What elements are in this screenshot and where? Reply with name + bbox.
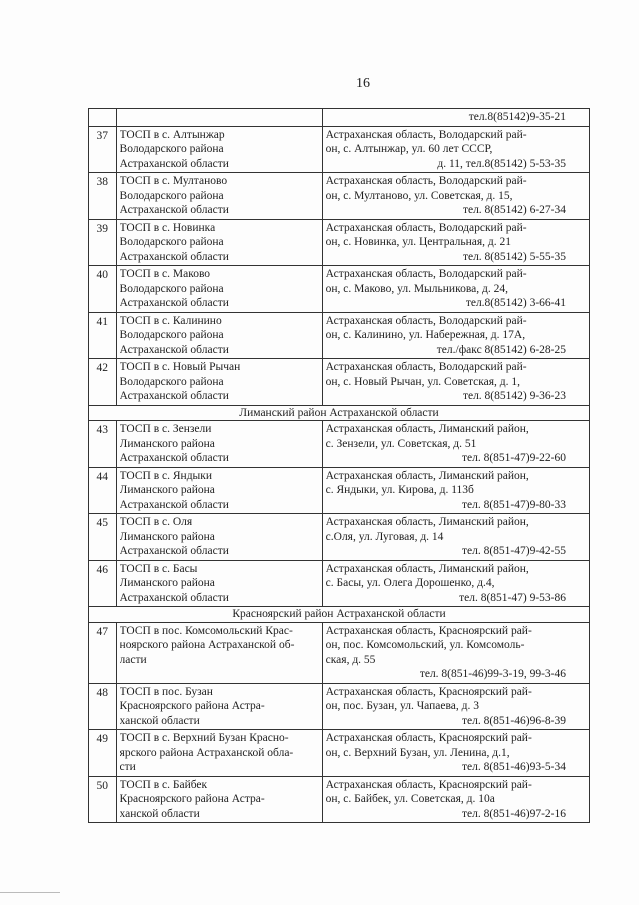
office-name-line: Лиманского района bbox=[119, 530, 215, 543]
table-row bbox=[89, 173, 590, 220]
office-name bbox=[116, 776, 322, 823]
table-row bbox=[89, 622, 590, 683]
table-row bbox=[89, 467, 590, 514]
office-name-line: Красноярского района Астра- bbox=[119, 793, 265, 805]
row-number: 50 bbox=[89, 776, 117, 823]
office-address bbox=[322, 266, 589, 313]
office-name bbox=[116, 173, 322, 220]
row-number: 44 bbox=[89, 467, 117, 514]
table-row bbox=[89, 109, 590, 127]
office-name-line: Красноярского района Астра- bbox=[119, 700, 265, 712]
address-line: с. Яндыки, ул. Кирова, д. 113б bbox=[325, 484, 474, 496]
row-number: 49 bbox=[89, 730, 117, 777]
table-row bbox=[89, 560, 590, 607]
office-address bbox=[322, 359, 589, 406]
office-name-line: Астраханской области bbox=[119, 452, 229, 464]
row-number: 48 bbox=[89, 683, 117, 730]
address-line: с. Зензели, ул. Советская, д. 51 bbox=[325, 437, 477, 450]
address-line: Астраханская область, Красноярский рай- bbox=[325, 732, 532, 744]
row-number: 42 bbox=[89, 359, 117, 406]
table-row bbox=[89, 776, 590, 823]
office-address bbox=[322, 683, 589, 730]
address-line: Астраханская область, Володарский рай- bbox=[325, 221, 527, 234]
office-name-line: ТОСП в с. Маково bbox=[119, 268, 211, 280]
table-row bbox=[89, 219, 590, 266]
row-number: 40 bbox=[89, 266, 117, 313]
office-name-line: ТОСП в с. Мултаново bbox=[119, 175, 228, 187]
office-name-line: ТОСП в с. Новинка bbox=[119, 221, 216, 234]
office-name-line: Астраханской области bbox=[119, 204, 229, 216]
address-line: тел. 8(851-46)99-3-19, 99-3-46 bbox=[419, 668, 566, 680]
address-line: он, с. Маково, ул. Мыльникова, д. 24, bbox=[325, 282, 508, 295]
office-name bbox=[116, 266, 322, 313]
office-name-line: ТОСП в пос. Комсомольский Крас- bbox=[119, 624, 293, 637]
address-line: тел. 8(851-46)93-5-34 bbox=[461, 761, 566, 773]
address-line: он, с. Байбек, ул. Советская, д. 10а bbox=[325, 793, 495, 805]
address-line: Астраханская область, Красноярский рай- bbox=[325, 624, 532, 637]
office-address bbox=[322, 776, 589, 823]
table-row bbox=[89, 514, 590, 561]
page-number: 16 bbox=[356, 76, 370, 91]
row-number: 45 bbox=[89, 514, 117, 561]
address-line: он, с. Калинино, ул. Набережная, д. 17А, bbox=[325, 329, 526, 341]
address-line: Астраханская область, Володарский рай- bbox=[325, 128, 527, 141]
office-name-line: Астраханской области bbox=[119, 545, 229, 557]
address-line: тел. 8(85142) 9-36-23 bbox=[462, 390, 566, 402]
row-number: 37 bbox=[89, 126, 117, 173]
office-name-line: ТОСП в с. Яндыки bbox=[119, 469, 213, 482]
address-line: тел. 8(851-46)97-2-16 bbox=[461, 807, 566, 820]
office-address bbox=[322, 126, 589, 173]
scan-mark bbox=[0, 892, 60, 893]
office-name bbox=[116, 359, 322, 406]
office-name-line: ласти bbox=[119, 653, 147, 666]
office-name-line: ТОСП в с. Оля bbox=[119, 516, 193, 528]
office-name-line: Володарского района bbox=[119, 329, 224, 341]
address-line: с.Оля, ул. Луговая, д. 14 bbox=[325, 530, 444, 543]
office-name-line: Лиманского района bbox=[119, 577, 215, 589]
office-name-line: ТОСП в пос. Бузан bbox=[119, 685, 213, 698]
table-row bbox=[89, 312, 590, 359]
office-name-line: ТОСП в с. Алтынжар bbox=[119, 128, 225, 141]
address-line: Астраханская область, Володарский рай- bbox=[325, 175, 527, 187]
address-line: Астраханская область, Володарский рай- bbox=[325, 314, 527, 327]
row-number: 46 bbox=[89, 560, 117, 607]
address-line: д. 11, тел.8(85142) 5-53-35 bbox=[437, 157, 566, 170]
office-name bbox=[116, 683, 322, 730]
row-number: 47 bbox=[89, 622, 117, 683]
office-name-line: Володарского района bbox=[119, 143, 224, 155]
office-name-line: ТОСП в с. Зензели bbox=[119, 423, 212, 435]
office-name-line: ТОСП в с. Новый Рычан bbox=[119, 361, 241, 373]
office-name bbox=[116, 109, 322, 127]
row-number: 38 bbox=[89, 173, 117, 220]
address-line: тел. 8(85142) 5-55-35 bbox=[462, 250, 566, 263]
office-name-line: ТОСП в с. Калинино bbox=[119, 314, 222, 327]
address-line: тел. 8(85142) 6-27-34 bbox=[462, 204, 566, 216]
table-row bbox=[89, 359, 590, 406]
office-name bbox=[116, 514, 322, 561]
address-line: с. Басы, ул. Олега Дорошенко, д.4, bbox=[325, 577, 495, 589]
table-row bbox=[89, 730, 590, 777]
office-name-line: Володарского района bbox=[119, 282, 224, 295]
office-address bbox=[322, 730, 589, 777]
office-name-line: ханской области bbox=[119, 807, 200, 820]
office-name bbox=[116, 219, 322, 266]
office-address bbox=[322, 467, 589, 514]
office-name bbox=[116, 421, 322, 468]
office-name-line: сти bbox=[119, 761, 136, 773]
office-name-line: ноярского района Астраханской об- bbox=[119, 639, 295, 651]
office-name bbox=[116, 560, 322, 607]
address-line: Астраханская область, Красноярский рай- bbox=[325, 685, 532, 698]
office-address bbox=[322, 622, 589, 683]
office-name bbox=[116, 126, 322, 173]
office-name-line: Володарского района bbox=[119, 189, 224, 202]
office-name bbox=[116, 622, 322, 683]
office-name-line: ТОСП в с. Басы bbox=[119, 562, 198, 575]
address-line: Астраханская область, Лиманский район, bbox=[325, 469, 529, 482]
address-line: он, с. Верхний Бузан, ул. Ленина, д.1, bbox=[325, 746, 510, 759]
table-row bbox=[89, 266, 590, 313]
office-address bbox=[322, 173, 589, 220]
address-line: тел.8(85142) 3-66-41 bbox=[465, 297, 566, 309]
address-line: он, пос. Комсомольский, ул. Комсомоль- bbox=[325, 639, 525, 651]
row-number: 39 bbox=[89, 219, 117, 266]
table-row bbox=[89, 421, 590, 468]
offices-table bbox=[88, 108, 590, 823]
office-name-line: Астраханской области bbox=[119, 343, 229, 356]
office-name-line: Володарского района bbox=[119, 375, 224, 388]
address-line: Астраханская область, Володарский рай- bbox=[325, 361, 527, 373]
office-name bbox=[116, 730, 322, 777]
office-name-line: Астраханской области bbox=[119, 390, 229, 402]
address-line: Астраханская область, Красноярский рай- bbox=[325, 778, 532, 791]
section-header-row bbox=[89, 607, 590, 623]
office-name bbox=[116, 467, 322, 514]
office-name-line: Володарского района bbox=[119, 236, 224, 248]
row-number bbox=[89, 109, 117, 127]
office-name-line: ТОСП в с. Верхний Бузан Красно- bbox=[119, 732, 289, 744]
address-line: ская, д. 55 bbox=[325, 653, 376, 666]
office-name-line: Астраханской области bbox=[119, 157, 229, 170]
section-title: Красноярский район Астраханской области bbox=[89, 607, 590, 623]
office-name-line: Лиманского района bbox=[119, 437, 215, 450]
office-address bbox=[322, 514, 589, 561]
address-line: тел. 8(851-47)9-22-60 bbox=[461, 452, 566, 464]
address-line: он, с. Мултаново, ул. Советская, д. 15, bbox=[325, 189, 513, 202]
address-line: тел. 8(851-46)96-8-39 bbox=[461, 714, 566, 727]
office-address bbox=[322, 312, 589, 359]
address-line: Астраханская область, Лиманский район, bbox=[325, 423, 529, 435]
row-number: 43 bbox=[89, 421, 117, 468]
address-line: он, с. Новинка, ул. Центральная, д. 21 bbox=[325, 236, 512, 248]
address-line: он, с. Новый Рычан, ул. Советская, д. 1, bbox=[325, 375, 520, 388]
section-title: Лиманский район Астраханской области bbox=[89, 405, 590, 421]
office-address bbox=[322, 219, 589, 266]
office-name-line: Астраханской области bbox=[119, 498, 229, 511]
office-address bbox=[322, 109, 589, 127]
address-line: Астраханская область, Володарский рай- bbox=[325, 268, 527, 280]
address-line: тел.8(85142)9-35-21 bbox=[468, 111, 566, 123]
address-line: тел. 8(851-47)9-42-55 bbox=[461, 545, 566, 557]
address-line: он, пос. Бузан, ул. Чапаева, д. 3 bbox=[325, 700, 479, 712]
office-name-line: ханской области bbox=[119, 714, 200, 727]
office-address bbox=[322, 421, 589, 468]
office-name-line: ТОСП в с. Байбек bbox=[119, 778, 208, 791]
office-name-line: Астраханской области bbox=[119, 250, 229, 263]
address-line: тел./факс 8(85142) 6-28-25 bbox=[436, 343, 566, 356]
table-row bbox=[89, 683, 590, 730]
office-name-line: Астраханской области bbox=[119, 591, 229, 604]
section-header-row bbox=[89, 405, 590, 421]
table-row bbox=[89, 126, 590, 173]
office-name bbox=[116, 312, 322, 359]
office-name-line: ярского района Астраханской обла- bbox=[119, 746, 294, 759]
address-line: он, с. Алтынжар, ул. 60 лет СССР, bbox=[325, 143, 493, 155]
office-address bbox=[322, 560, 589, 607]
address-line: тел. 8(851-47) 9-53-86 bbox=[459, 591, 566, 604]
address-line: тел. 8(851-47)9-80-33 bbox=[461, 498, 566, 511]
address-line: Астраханская область, Лиманский район, bbox=[325, 516, 529, 528]
office-name-line: Лиманского района bbox=[119, 484, 215, 496]
office-name-line: Астраханской области bbox=[119, 297, 229, 309]
address-line: Астраханская область, Лиманский район, bbox=[325, 562, 529, 575]
row-number: 41 bbox=[89, 312, 117, 359]
